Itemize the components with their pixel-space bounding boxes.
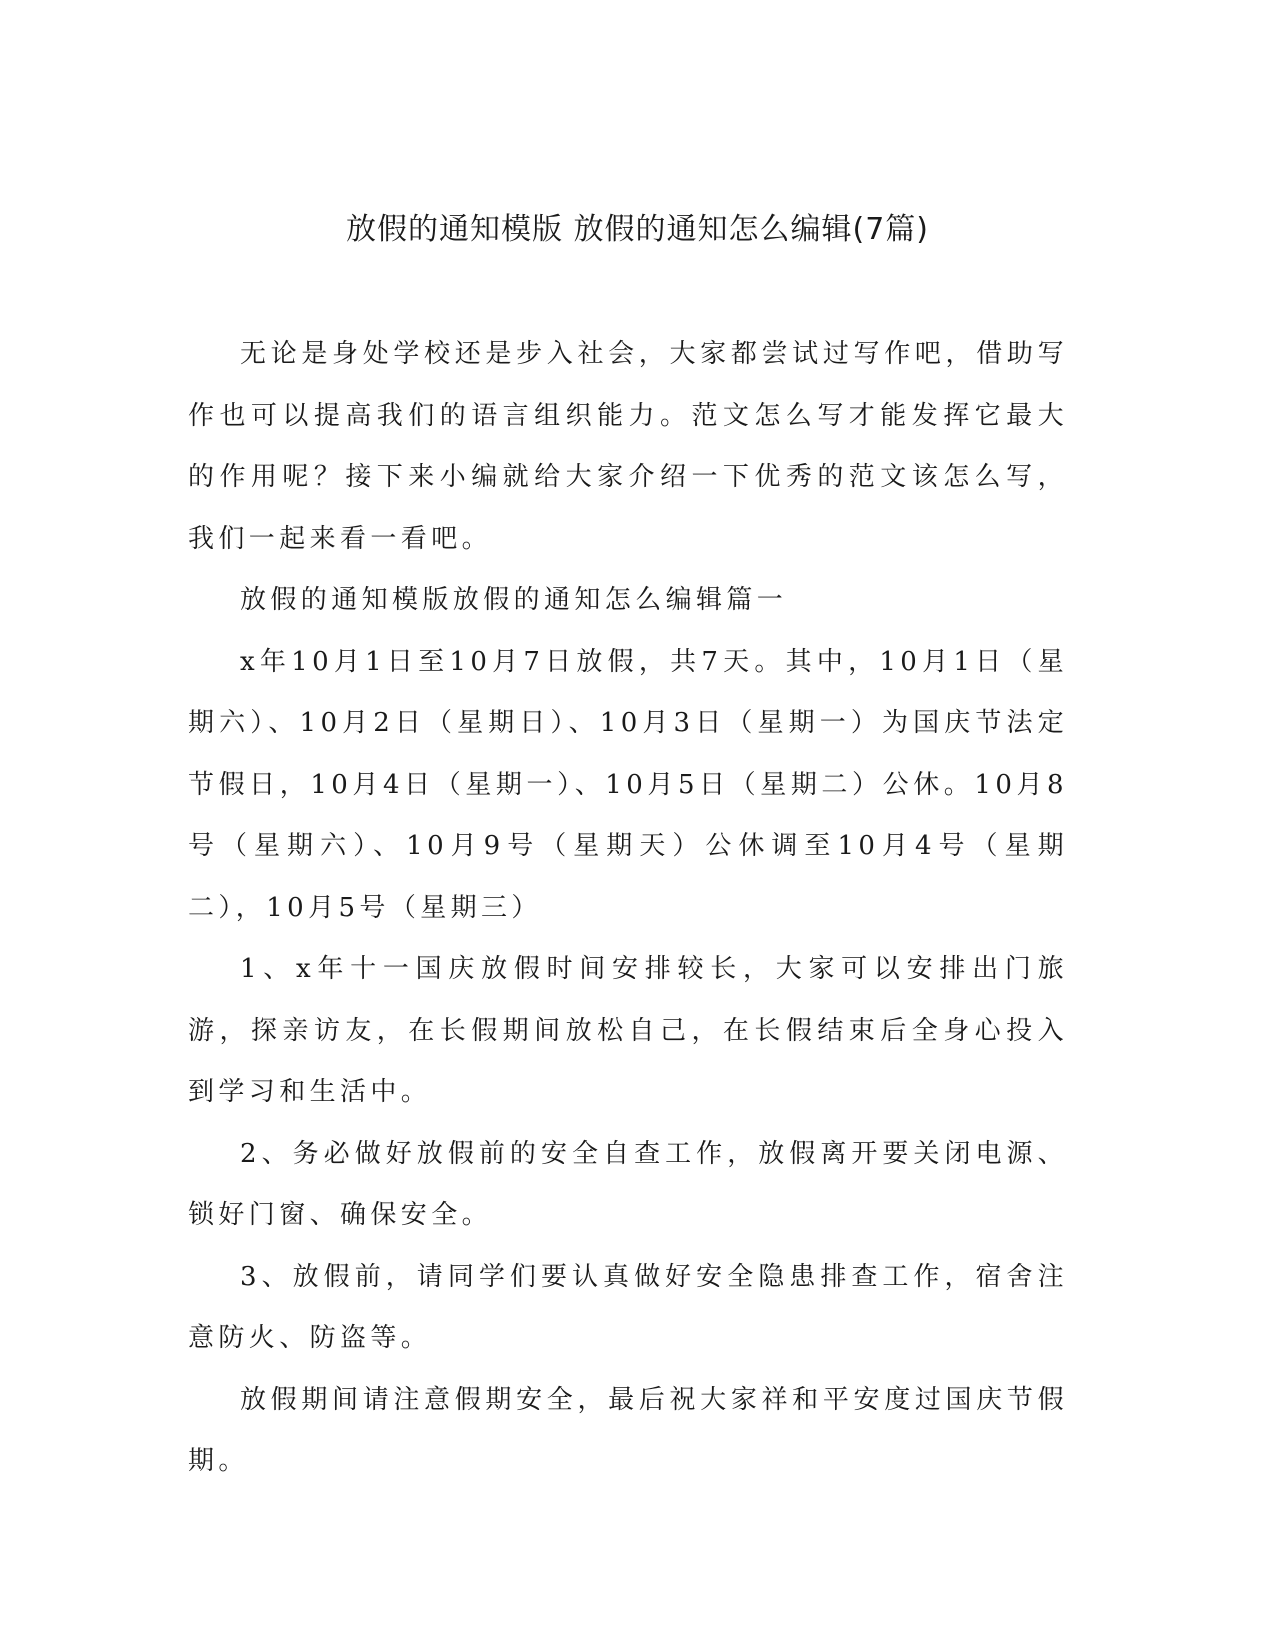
- notice-item-3: 3、放假前，请同学们要认真做好安全隐患排查工作，宿舍注意防火、防盗等。: [188, 1261, 1068, 1353]
- notice-item-2: 2、务必做好放假前的安全自查工作，放假离开要关闭电源、锁好门窗、确保安全。: [188, 1138, 1068, 1230]
- notice-item-1: 1、x年十一国庆放假时间安排较长，大家可以安排出门旅游，探亲访友，在长假期间放松自己，在长假结束后全身心投入到学习和生活中。: [188, 954, 1068, 1107]
- closing-paragraph: 放假期间请注意假期安全，最后祝大家祥和平安度过国庆节假期。: [188, 1384, 1068, 1476]
- section-heading: 放假的通知模版放假的通知怎么编辑篇一: [240, 585, 788, 615]
- holiday-schedule-paragraph: x年10月1日至10月7日放假，共7天。其中，10月1日（星期六）、10月2日（星期日）、10月3日（星期一）为国庆节法定节假日，10月4日（星期一）、10月5日（星期二）公休。10月8号（星期六）、10月9号（星期天）公休调至10月4号（星期二），10月5号（星期三）: [188, 646, 1068, 923]
- document-title: 放假的通知模版 放假的通知怎么编辑(7篇): [345, 212, 930, 247]
- document-body: [188, 324, 1068, 1493]
- intro-paragraph: 无论是身处学校还是步入社会，大家都尝试过写作吧，借助写作也可以提高我们的语言组织能力。范文怎么写才能发挥它最大的作用呢？接下来小编就给大家介绍一下优秀的范文该怎么写，我们一起来看一看吧。: [188, 339, 1068, 554]
